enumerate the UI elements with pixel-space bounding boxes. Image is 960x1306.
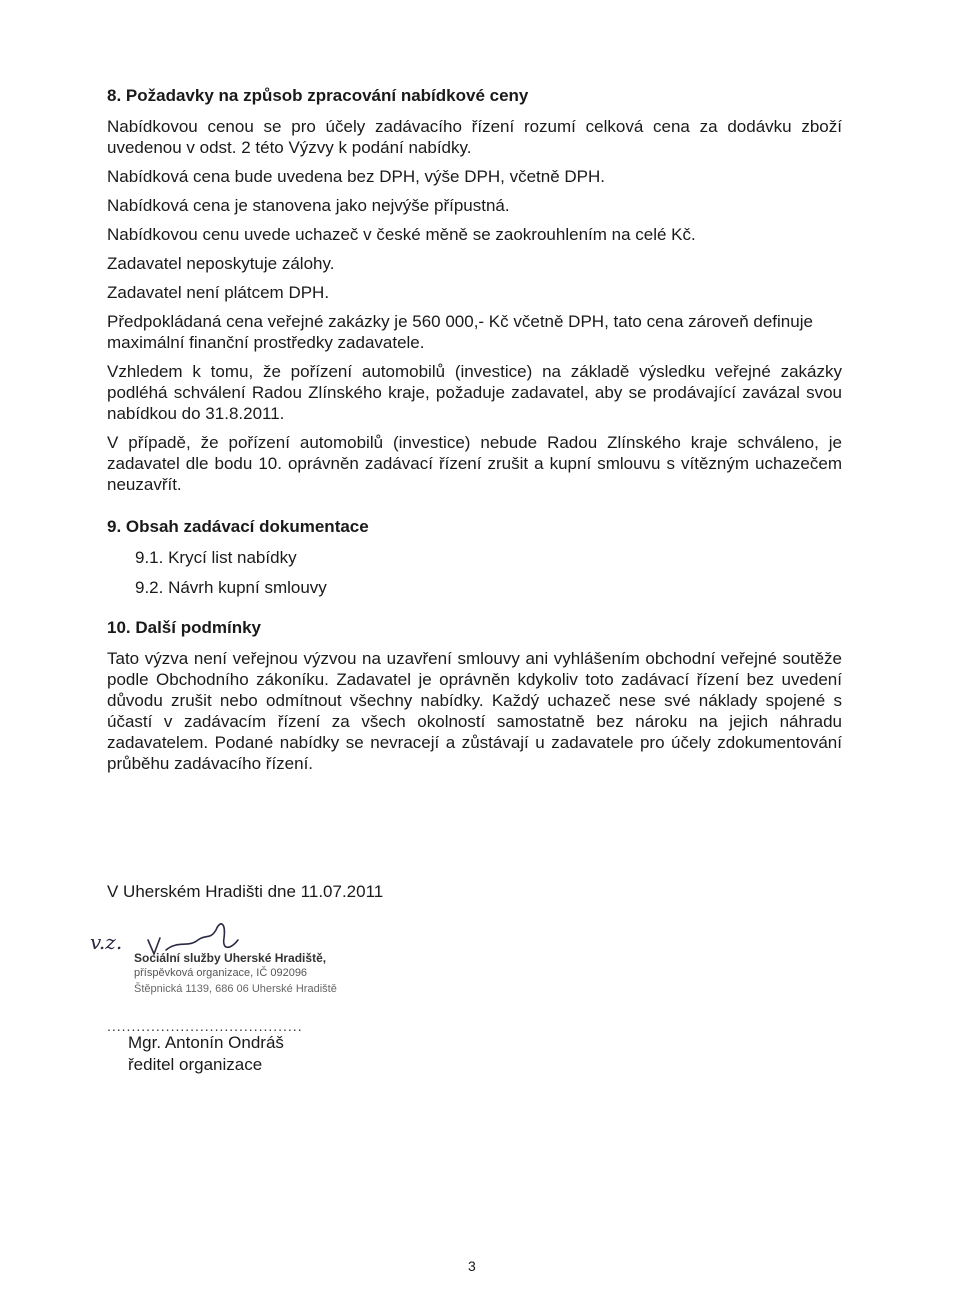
document-body [107,86,842,774]
stamp-line-3: Štěpnická 1139, 686 06 Uherské Hradiště [134,983,337,995]
signer-block [128,1032,284,1076]
section-10-title: 10. Další podmínky [107,618,261,637]
sec8-paragraph-4: Nabídkovou cenu uvede uchazeč v české měně se zaokrouhlením na celé Kč. [107,225,696,244]
official-stamp [88,910,408,1005]
sec9-item-1: 9.1. Krycí list nabídky [135,548,297,567]
stamp-line-1: Sociální služby Uherské Hradiště, [134,951,327,965]
stamp-line-2: příspěvková organizace, IČ 092096 [134,967,308,979]
sec8-paragraph-1: Nabídkovou cenou se pro účely zadávacího řízení rozumí celková cena za dodávku zboží uvedenou v odst. 2 této Výzvy k podání nabídky. [107,117,842,157]
sec8-paragraph-6: Zadavatel není plátcem DPH. [107,283,330,302]
sec8-paragraph-8: Vzhledem k tomu, že pořízení automobilů (investice) na základě výsledku veřejné zakázky podléhá schválení Radou Zlínského kraje, požaduje zadavatel, aby se prodávající zavázal svou nabídkou do 31.8.2011. [107,362,842,423]
sec8-paragraph-5: Zadavatel neposkytuje zálohy. [107,254,335,273]
signature-dotted-line: ........................................ [107,1018,303,1034]
vz-mark: v.z. [90,930,123,954]
signer-role: ředitel organizace [128,1055,263,1074]
date-line: V Uherském Hradišti dne 11.07.2011 [107,882,384,901]
sec9-item-2: 9.2. Návrh kupní smlouvy [135,578,327,597]
sec8-paragraph-9: V případě, že pořízení automobilů (investice) nebude Radou Zlínského kraje schváleno, je zadavatel dle bodu 10. oprávněn zadávací řízení zrušit a kupní smlouvu s vítězným uchazečem neuzavřít. [107,433,842,494]
signer-name: Mgr. Antonín Ondráš [128,1033,284,1052]
sec8-paragraph-2: Nabídková cena bude uvedena bez DPH, výše DPH, včetně DPH. [107,167,605,186]
sec10-paragraph-1: Tato výzva není veřejnou výzvou na uzavření smlouvy ani vyhlášením obchodní veřejné soutěže podle Obchodního zákoníku. Zadavatel je oprávněn kdykoliv toto zadávací řízení bez uvedení důvodu zrušit nebo odmítnout všechny nabídky. Každý uchazeč nese své náklady spojené s účastí v zadávacím řízení za všech okolností samostatně bez nároku na jejich náhradu zadavatelem. Podané nabídky se nevracejí a zůstávají u zadavatele pro účely zdokumentování průběhu zadávacího řízení. [107,649,842,773]
page-number: 3 [468,1258,476,1274]
sec8-paragraph-7: Předpokládaná cena veřejné zakázky je 560 000,- Kč včetně DPH, tato cena zároveň definuje maximální finanční prostředky zadavatele. [107,312,813,352]
section-8-title: 8. Požadavky na způsob zpracování nabídkové ceny [107,86,529,105]
sec8-paragraph-3: Nabídková cena je stanovena jako nejvýše přípustná. [107,196,510,215]
section-9-title: 9. Obsah zadávací dokumentace [107,517,369,536]
